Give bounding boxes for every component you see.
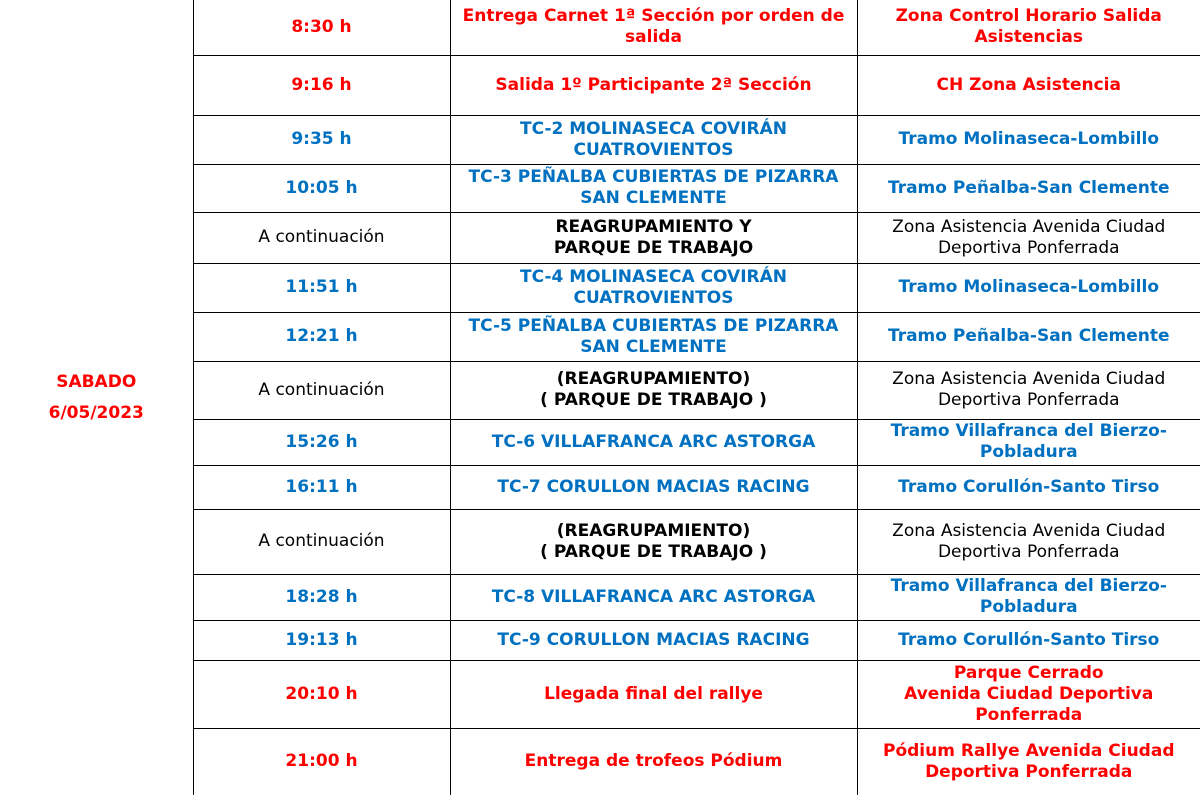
time-cell: 12:21 h <box>193 312 450 361</box>
day-cell <box>0 0 193 795</box>
event-cell: Llegada final del rallye <box>450 660 857 728</box>
location-cell: Zona Asistencia Avenida Ciudad Deportiva Ponferrada <box>857 361 1200 419</box>
event-cell: TC-4 MOLINASECA COVIRÁN CUATROVIENTOS <box>450 263 857 312</box>
schedule-row <box>0 0 1200 55</box>
time-cell: 9:35 h <box>193 115 450 164</box>
time-cell: 9:16 h <box>193 55 450 115</box>
time-cell: 21:00 h <box>193 728 450 795</box>
location-cell: Tramo Corullón-Santo Tirso <box>857 465 1200 509</box>
event-cell: (REAGRUPAMIENTO) ( PARQUE DE TRABAJO ) <box>450 361 857 419</box>
time-cell: 8:30 h <box>193 0 450 55</box>
event-cell: TC-9 CORULLON MACIAS RACING <box>450 620 857 660</box>
event-cell: TC-8 VILLAFRANCA ARC ASTORGA <box>450 574 857 620</box>
event-cell: Salida 1º Participante 2ª Sección <box>450 55 857 115</box>
time-cell: 10:05 h <box>193 164 450 212</box>
location-cell: Tramo Villafranca del Bierzo-Pobladura <box>857 419 1200 465</box>
time-cell: 19:13 h <box>193 620 450 660</box>
day-name: SABADO <box>56 371 137 392</box>
location-cell: Tramo Peñalba-San Clemente <box>857 312 1200 361</box>
location-cell: Zona Control Horario Salida Asistencias <box>857 0 1200 55</box>
event-cell: TC-6 VILLAFRANCA ARC ASTORGA <box>450 419 857 465</box>
location-cell: Tramo Peñalba-San Clemente <box>857 164 1200 212</box>
event-cell: TC-3 PEÑALBA CUBIERTAS DE PIZARRA SAN CLEMENTE <box>450 164 857 212</box>
time-cell: 20:10 h <box>193 660 450 728</box>
time-cell: A continuación <box>193 509 450 574</box>
event-cell: TC-2 MOLINASECA COVIRÁN CUATROVIENTOS <box>450 115 857 164</box>
event-cell: Entrega Carnet 1ª Sección por orden de salida <box>450 0 857 55</box>
location-cell: Tramo Molinaseca-Lombillo <box>857 115 1200 164</box>
location-cell: Tramo Villafranca del Bierzo-Pobladura <box>857 574 1200 620</box>
time-cell: 15:26 h <box>193 419 450 465</box>
location-cell: Tramo Corullón-Santo Tirso <box>857 620 1200 660</box>
time-cell: A continuación <box>193 361 450 419</box>
event-cell: Entrega de trofeos Pódium <box>450 728 857 795</box>
location-cell: Zona Asistencia Avenida Ciudad Deportiva Ponferrada <box>857 509 1200 574</box>
event-cell: TC-5 PEÑALBA CUBIERTAS DE PIZARRA SAN CLEMENTE <box>450 312 857 361</box>
location-cell: Tramo Molinaseca-Lombillo <box>857 263 1200 312</box>
day-date: 6/05/2023 <box>48 402 144 423</box>
location-cell: Parque Cerrado Avenida Ciudad Deportiva Ponferrada <box>857 660 1200 728</box>
location-cell: Pódium Rallye Avenida Ciudad Deportiva Ponferrada <box>857 728 1200 795</box>
event-cell: TC-7 CORULLON MACIAS RACING <box>450 465 857 509</box>
time-cell: A continuación <box>193 212 450 263</box>
event-cell: REAGRUPAMIENTO Y PARQUE DE TRABAJO <box>450 212 857 263</box>
time-cell: 11:51 h <box>193 263 450 312</box>
location-cell: Zona Asistencia Avenida Ciudad Deportiva Ponferrada <box>857 212 1200 263</box>
time-cell: 16:11 h <box>193 465 450 509</box>
location-cell: CH Zona Asistencia <box>857 55 1200 115</box>
time-cell: 18:28 h <box>193 574 450 620</box>
event-cell: (REAGRUPAMIENTO) ( PARQUE DE TRABAJO ) <box>450 509 857 574</box>
